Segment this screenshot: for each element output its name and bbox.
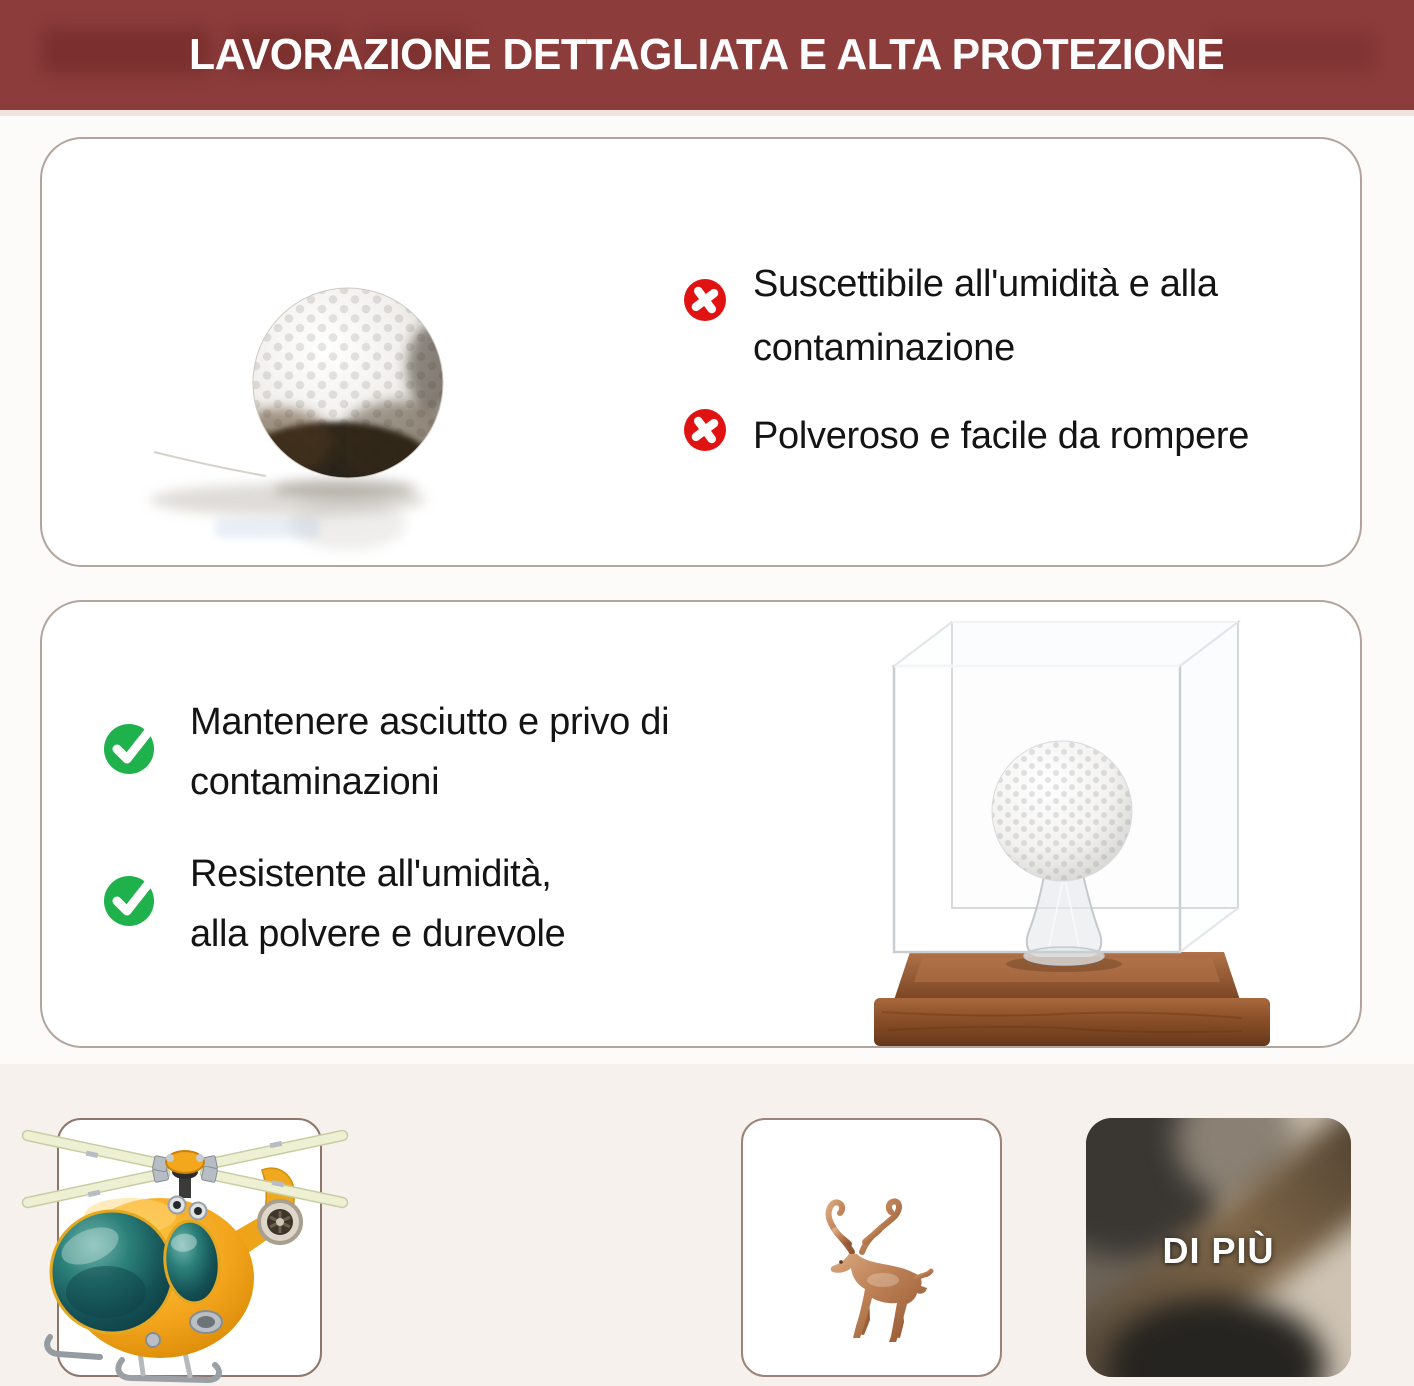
- toy-helicopter-photo: [10, 1112, 350, 1382]
- pro-line: Mantenere asciutto e privo di: [190, 701, 670, 743]
- ghost-text-blob: [1208, 32, 1376, 72]
- banner: [0, 0, 1414, 110]
- cross-icon: [683, 278, 727, 322]
- faint-watermark: [215, 518, 320, 538]
- pro-line: contaminazioni: [190, 761, 440, 803]
- check-icon: [103, 873, 157, 927]
- more-label[interactable]: DI PIÙ: [1162, 1230, 1275, 1271]
- con-line: Suscettibile all'umidità e alla: [753, 263, 1218, 305]
- pro-line: alla polvere e durevole: [190, 913, 566, 955]
- banner-underline: [0, 110, 1414, 116]
- check-icon: [103, 721, 157, 775]
- banner-title: LAVORAZIONE DETTAGLIATA E ALTA PROTEZIONE: [189, 30, 1225, 79]
- con-item-text: [753, 252, 1218, 380]
- ghost-text-blob: [42, 28, 210, 74]
- cross-icon: [683, 408, 727, 452]
- deer-figurine-photo: [805, 1192, 950, 1342]
- golf-display-case-photo: [852, 608, 1282, 1048]
- pro-item-text: [190, 844, 565, 964]
- pro-line: Resistente all'umidità,: [190, 853, 552, 895]
- con-line: Polveroso e facile da rompere: [753, 415, 1250, 457]
- con-line: contaminazione: [753, 327, 1015, 369]
- dirty-golf-ball-photo: [140, 228, 500, 558]
- pro-item-text: [190, 692, 669, 812]
- thumbnail-more-card[interactable]: [1086, 1118, 1351, 1377]
- con-item-text: [753, 404, 1249, 468]
